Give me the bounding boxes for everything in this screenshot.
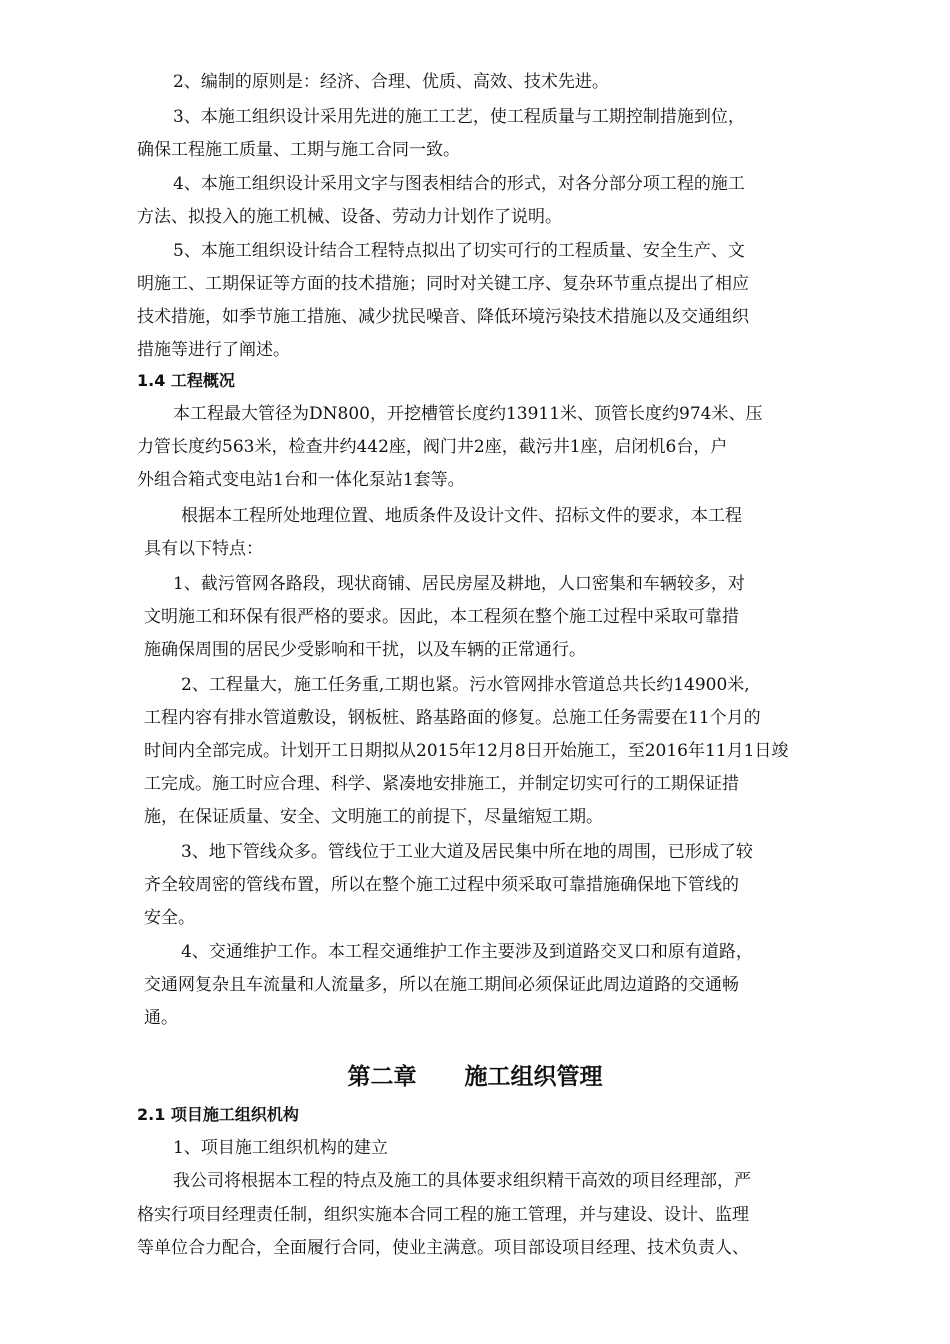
- subitem1-line: 1、项目施工组织机构的建立: [173, 1138, 388, 1158]
- feature3-line-1: 3、地下管线众多。管线位于工业大道及居民集中所在地的周围，已形成了较: [181, 842, 753, 862]
- feature3-line-3: 安全。: [144, 908, 195, 928]
- feature2-line-2: 工程内容有排水管道敷设，钢板桩、路基路面的修复。总施工任务需要在11个月的: [144, 708, 761, 728]
- feature4-line-2: 交通网复杂且车流量和人流量多，所以在施工期间必须保证此周边道路的交通畅: [144, 975, 739, 995]
- chapter2-body-line-3: 等单位合力配合，全面履行合同，使业主满意。项目部设项目经理、技术负责人、: [137, 1238, 749, 1258]
- item4-line-1: 4、本施工组织设计采用文字与图表相结合的形式，对各分部分项工程的施工: [173, 174, 745, 194]
- feature3-line-2: 齐全较周密的管线布置，所以在整个施工过程中须采取可靠措施确保地下管线的: [144, 875, 739, 895]
- feature2-line-1: 2、工程量大，施工任务重,工期也紧。污水管网排水管道总共长约14900米,: [181, 675, 750, 695]
- item5-line-4: 措施等进行了阐述。: [137, 340, 290, 360]
- feature2-line-3: 时间内全部完成。计划开工日期拟从2015年12月8日开始施工，至2016年11月1日竣: [144, 741, 789, 761]
- feature2-line-4: 工完成。施工时应合理、科学、紧凑地安排施工，并制定切实可行的工期保证措: [144, 774, 739, 794]
- overview-line-3: 外组合箱式变电站1台和一体化泵站1套等。: [137, 470, 465, 490]
- chapter-2-title: 第二章 施工组织管理: [347, 1064, 603, 1090]
- item5-line-1: 5、本施工组织设计结合工程特点拟出了切实可行的工程质量、安全生产、文: [173, 241, 745, 261]
- feature1-line-1: 1、截污管网各路段，现状商铺、居民房屋及耕地，人口密集和车辆较多，对: [173, 574, 745, 594]
- chapter2-body-line-2: 格实行项目经理责任制，组织实施本合同工程的施工管理，并与建设、设计、监理: [137, 1205, 749, 1225]
- feature1-line-2: 文明施工和环保有很严格的要求。因此，本工程须在整个施工过程中采取可靠措: [144, 607, 739, 627]
- section-1-4-heading: 1.4 工程概况: [137, 371, 235, 390]
- chapter2-body-line-1: 我公司将根据本工程的特点及施工的具体要求组织精干高效的项目经理部，严: [173, 1171, 751, 1191]
- feature4-line-3: 通。: [144, 1008, 178, 1028]
- feature4-line-1: 4、交通维护工作。本工程交通维护工作主要涉及到道路交叉口和原有道路，: [181, 942, 753, 962]
- item4-line-2: 方法、拟投入的施工机械、设备、劳动力计划作了说明。: [137, 207, 562, 227]
- feature1-line-3: 施确保周围的居民少受影响和干扰，以及车辆的正常通行。: [144, 640, 586, 660]
- item3-line-2: 确保工程施工质量、工期与施工合同一致。: [137, 140, 460, 160]
- feature2-line-5: 施，在保证质量、安全、文明施工的前提下，尽量缩短工期。: [144, 807, 603, 827]
- item2-line-1: 2、编制的原则是：经济、合理、优质、高效、技术先进。: [173, 72, 609, 92]
- section-2-1-heading: 2.1 项目施工组织机构: [137, 1105, 299, 1124]
- item5-line-3: 技术措施，如季节施工措施、减少扰民噪音、降低环境污染技术措施以及交通组织: [137, 307, 749, 327]
- item3-line-1: 3、本施工组织设计采用先进的施工工艺，使工程质量与工期控制措施到位，: [173, 107, 745, 127]
- overview-line-1: 本工程最大管径为DN800，开挖槽管长度约13911米、顶管长度约974米、压: [173, 404, 763, 424]
- overview-line-2: 力管长度约563米，检查井约442座，阀门井2座，截污井1座，启闭机6台，户: [137, 437, 728, 457]
- item5-line-2: 明施工、工期保证等方面的技术措施；同时对关键工序、复杂环节重点提出了相应: [137, 274, 749, 294]
- features-intro-line-1: 根据本工程所处地理位置、地质条件及设计文件、招标文件的要求，本工程: [181, 506, 742, 526]
- features-intro-line-2: 具有以下特点：: [144, 539, 263, 559]
